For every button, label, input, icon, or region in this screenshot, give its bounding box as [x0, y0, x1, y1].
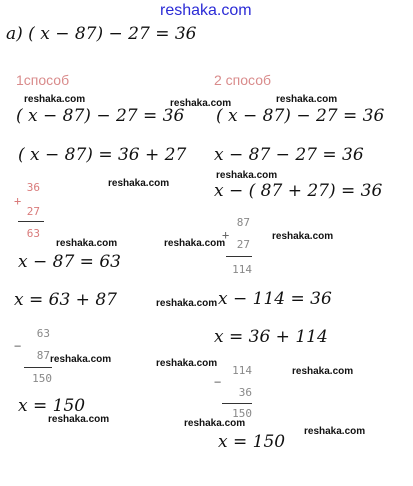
method1-add-b: 27 — [26, 205, 40, 218]
method1-add-result: 63 — [26, 227, 40, 240]
method1-step-2: ( x − 87) = 36 + 27 — [18, 145, 187, 165]
method2-add-a: 87 — [236, 216, 250, 229]
watermark: reshaka.com — [304, 426, 366, 437]
method2-answer: x = 150 — [218, 432, 286, 452]
watermark: reshaka.com — [216, 170, 278, 181]
watermark: reshaka.com — [276, 94, 338, 105]
method2-step-4: x − 114 = 36 — [218, 289, 332, 309]
watermark: reshaka.com — [292, 366, 354, 377]
method2-add-operator: + — [222, 228, 230, 242]
method1-label: 1способ — [16, 72, 70, 88]
method1-sub-operator: − — [14, 339, 22, 353]
method2-step-3: x − ( 87 + 27) = 36 — [214, 181, 383, 201]
watermark: reshaka.com — [272, 231, 334, 242]
method2-add-result: 114 — [232, 263, 252, 276]
method2-sub-b: 36 — [238, 386, 252, 399]
method1-add-bar — [18, 221, 44, 222]
method1-add-a: 36 — [26, 181, 40, 194]
method1-answer: x = 150 — [18, 396, 86, 416]
method2-add-b: 27 — [236, 238, 250, 251]
watermark: reshaka.com — [56, 238, 118, 249]
watermark: reshaka.com — [156, 358, 218, 369]
watermark: reshaka.com — [108, 178, 170, 189]
site-title[interactable]: reshaka.com — [160, 2, 252, 19]
watermark: reshaka.com — [48, 414, 110, 425]
method2-label: 2 способ — [214, 72, 272, 88]
method1-add-operator: + — [14, 194, 22, 208]
method2-sub-bar — [222, 403, 252, 404]
method1-sub-result: 150 — [32, 372, 52, 385]
watermark: reshaka.com — [50, 354, 112, 365]
method2-step-2: x − 87 − 27 = 36 — [214, 145, 364, 165]
method1-step-1: ( x − 87) − 27 = 36 — [16, 106, 185, 126]
watermark: reshaka.com — [24, 94, 86, 105]
method1-sub-a: 63 — [36, 327, 50, 340]
watermark: reshaka.com — [170, 98, 232, 109]
method2-sub-operator: − — [214, 375, 222, 389]
watermark: reshaka.com — [164, 238, 226, 249]
method2-sub-result: 150 — [232, 407, 252, 420]
task-equation: а) ( x − 87) − 27 = 36 — [6, 24, 197, 44]
method1-step-4: x = 63 + 87 — [14, 290, 117, 310]
method2-add-bar — [226, 256, 252, 257]
method1-sub-b: 87 — [36, 349, 50, 362]
method1-sub-bar — [24, 367, 52, 368]
watermark: reshaka.com — [184, 418, 246, 429]
method1-step-3: x − 87 = 63 — [18, 252, 121, 272]
watermark: reshaka.com — [156, 298, 218, 309]
method2-sub-a: 114 — [232, 364, 252, 377]
method2-step-1: ( x − 87) − 27 = 36 — [216, 106, 385, 126]
method2-step-5: x = 36 + 114 — [214, 327, 328, 347]
